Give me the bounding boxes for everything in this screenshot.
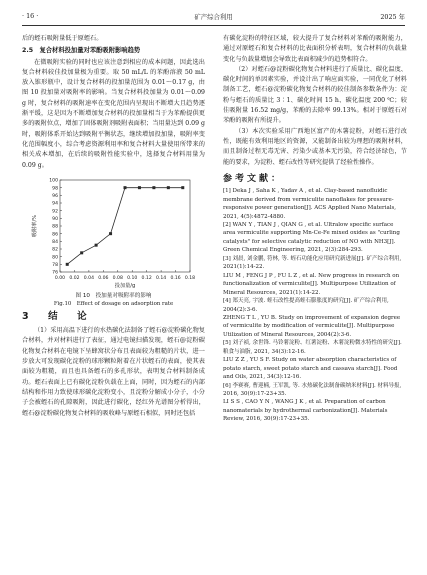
data-line [67,188,183,265]
publication-year: 2025 年 [380,13,405,21]
x-tick-label: 0.00 [54,275,66,281]
data-point [109,232,112,235]
data-point [95,244,98,247]
reference-item: ZHENG T L , YU B. Study on improvement of expansion degree of vermiculite by modification of vermiculite[J]. Multipurpose Utilization of Mineral Resources, 2004(2):3-6. [223,314,401,338]
data-point [138,186,141,189]
paragraph-conclusion-2: （2）对蛭石@淀粉碳化物复合材料进行了质量比、碳化温度、碳化时间的单因素实验，并设计出了响应面实验，一同优化了材料制备工艺，蛭石@淀粉碳化物复合材料的较佳制备参数条件为：淀粉与蛭石的质量比 3∶1、碳化时间 15 h、碳化温度 200 ℃；较佳吸附量 16.52 mg/g，苯酚的去除率 99.13%。相对于原蛭石对苯酚的吸附有所提升。 [223,65,407,125]
right-column [223,34,407,424]
x-tick-label: 0.06 [98,275,109,281]
data-point [152,186,155,189]
section-title-conclusion: 3 结 论 [22,310,92,322]
y-tick-label: 78 [52,262,58,268]
data-point [66,263,69,266]
dosage-chart-svg [22,174,205,292]
paragraph-conclusion-3: （3）本次实验采用广西地区富产的木薯淀粉，对蛭石进行改性，既能有效利用地区的资源，又能制备出较为理想的吸附材料，而且制备过程无毒无害、污染少或基本无污染，符合经济绿色，节能的要求，为淀粉、蛭石改性等研究提供了经验性操作。 [223,127,407,166]
x-tick-label: 0.02 [69,275,80,281]
data-point [80,251,83,254]
reference-item: [2] WAN Y , TIAN J , QIAN G , et al. Ultralow specific surface area vermiculite supporting Mn-Ce-Fe mixed oxides as "curling catalysts" for selective catalytic reduction of NO with NH3[J]. Green Chemical Engineering, 2021, 2(3):284-293. [223,221,400,254]
header-rule [22,25,405,26]
x-tick-label: 0.08 [112,275,123,281]
paragraph-conclusion-1-cont: 有碳化淀粉的特征区域，较大提升了复合材料对苯酚的吸附能力，通过对原蛭石和复合材料的比表面积分析表明，复合材料的负载量变化与负载量增加会导致比表面积减少的趋势相符合。 [223,35,407,63]
reference-item: LIU Z Z , YU S F. Study on water absorption characteristics of potato starch, sweet potato starch and cassava starch[J]. Food and Oils, 2021, 34(3):12-16. [223,357,398,381]
reference-item: [3] 刘晨, 刘金鹏, 符林, 等. 蛭石功能化应用研究新进展[J]. 矿产综合利用, 2021(1):14-22. [223,255,402,271]
x-axis-label: 投加量/g [114,282,136,289]
y-axis-label: 吸附率/% [32,214,38,237]
data-point [124,186,127,189]
data-point [181,186,184,189]
figure-caption-en: Fig.10 Effect of dosage on adsorption rate [53,300,174,307]
paragraph-continued: 后的蛭石吸附量低于原蛭石。 [22,35,103,42]
paragraph-dosage: 在微吸附实验的同时也应该注意到相应的成本问题，因此选出复合材料较佳投加量极为重要。取 50 mL/L 的苯酚溶液 50 mL 放入锥形瓶中，设计复合材料的投加量范围为 0.01～0.17 g，由图 10 投加量对吸附率的影响。当复合材料投加量为 0.01～0.09 g 时，复合材料的吸附速率在变化范围内呈现出不断增大且趋势逐渐平缓，这是因为不断增加复合材料的投加量相当于为苯酚提供更多的吸附位点，增加了固体吸附剂吸附表面积；当用量达到 0.09 g 时，吸附体系开始达到吸附平衡状态，继续增加投加量，吸附率变化范围幅度小，综合考虑资源利用率和复合材料大量使用所带来的相关成本增加，在后续的吸附性能实验中，选择复合材料用量为 0.09 g。 [22,58,205,169]
reference-item: [1] Deka J , Saha K , Yadav A , et al. Clay-based nanofluidic membrane derived from vermiculite nanoflakes for pressure-responsive power generation[J]. ACS Applied Nano Materials, 2021, 4(5):4872-4880. [223,188,397,220]
y-tick-label: 94 [52,201,58,207]
subsection-heading: 2.5 复合材料投加量对苯酚吸附影响趋势 [22,47,141,55]
left-column [22,34,205,419]
reference-item: LI S S , CAO Y N , WANG J K , et al. Preparation of carbon nanomaterials by hydrothermal carbonization[J]. Materials Review, 2016, 30(9):17-23+35. [223,399,388,423]
y-tick-label: 92 [52,209,58,215]
journal-name: 矿产综合利用 [194,13,233,21]
y-tick-label: 96 [52,193,58,199]
data-point [167,186,170,189]
x-tick-label: 0.10 [127,275,138,281]
y-tick-label: 80 [52,255,58,261]
x-tick-label: 0.04 [83,275,95,281]
x-tick-label: 0.16 [170,275,181,281]
dosage-chart [22,174,205,292]
y-tick-label: 98 [52,186,58,192]
reference-item: [6] 李赛赛, 曹迎楠, 王军凯, 等. 水热碳化法制备碳纳米材料[J]. 材料导报, 2016, 30(9):17-23+35. [223,382,402,398]
figure-caption-cn: 图 10 投加量对吸附率的影响 [75,292,152,299]
y-tick-label: 88 [52,224,58,230]
reference-item: [5] 刘子祯, 余世锋. 马铃薯淀粉、红薯淀粉、木薯淀粉微水特性的研究[J]. 粮食与油脂, 2021, 34(3):12-16. [223,340,402,355]
reference-item: LIU M , FENG J P , FU L Z , et al. New progress in research on functionalization of vermiculite[J]. Multipurpose Utilization of Mineral Resources, 2021(1):14-22. [223,272,400,296]
running-header [22,10,405,24]
references-heading: 参考文献： [223,173,284,184]
page-number: · 16 · [22,12,39,20]
y-tick-label: 82 [52,247,58,253]
y-tick-label: 86 [52,232,58,238]
reference-item: [4] 郑天亮, 宇波. 蛭石改性提高蛭石膨胀度的研究[J]. 矿产综合利用, 2004(2):3-6. [223,298,389,313]
plot-frame [60,180,190,272]
reference-list [223,187,407,424]
x-tick-label: 0.12 [141,275,152,281]
y-tick-label: 90 [52,216,58,222]
x-tick-label: 0.14 [155,275,167,281]
paragraph-conclusion-1: （1）采用高温下进行的水热碳化法制备了蛭石@淀粉碳化物复合材料，并对材料进行了表征，通过电镜扫描发现，蛭石@淀粉碳化物复合材料在电镜下呈蜂窝状分布且表面较为粗糙的片状，进一步放大可发现碳化淀粉的球形颗粒附着在片状蛭石的表面，使其表面较为粗糙，而且也具备蛭石的多孔形状，表明复合材料制备成功。蛭石表面上已有碳化淀粉负载在上面，同时，因为蛭石的内部结构和作用力致使球形碳化淀粉变小，且淀粉分解成小分子，小分子会被蛭石的孔隙吸附，因此进行碳化，经红外光谱图分析得出，蛭石@淀粉碳化物复合材料的吸收峰与原蛭石相似，同时还包括 [22,327,205,417]
x-tick-label: 0.18 [184,275,196,281]
y-tick-label: 76 [52,270,58,276]
y-tick-label: 100 [49,178,58,184]
y-tick-label: 84 [52,239,58,245]
